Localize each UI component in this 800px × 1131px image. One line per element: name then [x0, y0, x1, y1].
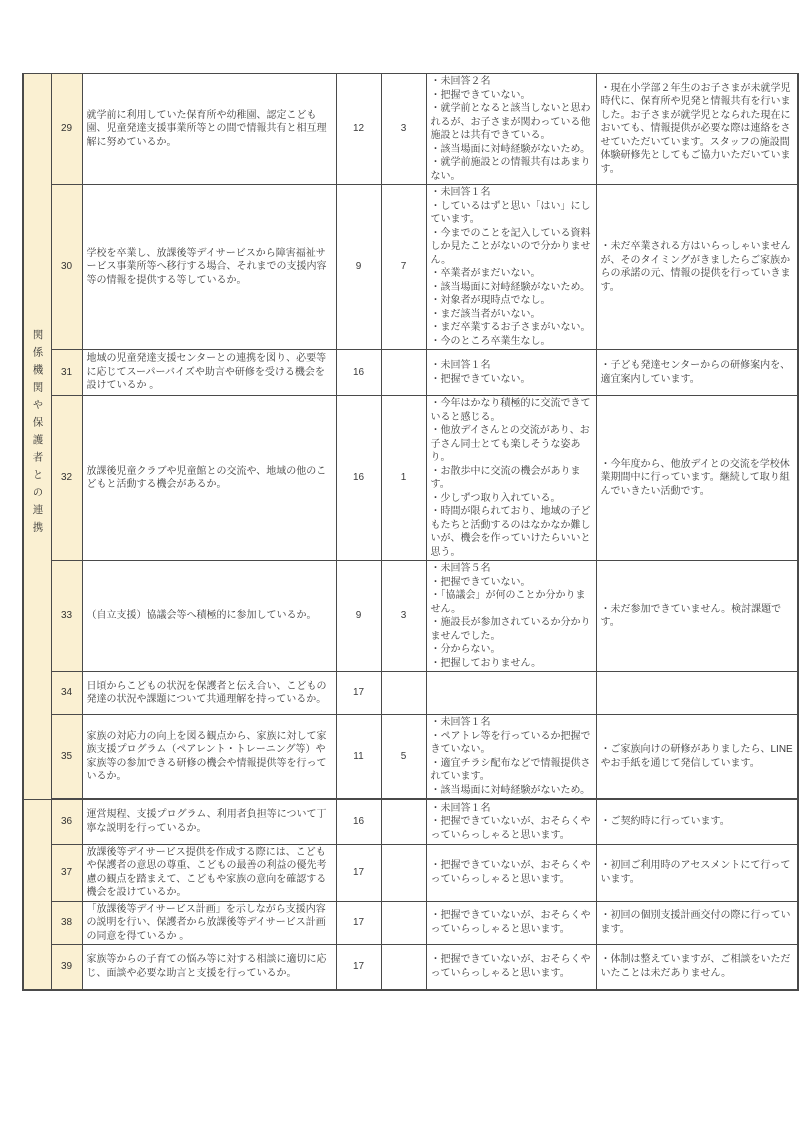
comment-line: ・まだ該当者がいない。: [430, 308, 541, 320]
yes-count: 16: [336, 396, 381, 561]
response-cell: [596, 844, 798, 901]
table-row: [23, 350, 798, 396]
response-text: ・未だ参加できていません。検討課題です。: [600, 603, 782, 628]
no-count: [381, 350, 426, 396]
comment-line: ・把握できていないが、おそらくやっていらっしゃると思います。: [430, 910, 591, 935]
table-row: [23, 945, 798, 990]
response-text: ・子ども発達センターからの研修案内を、適宜案内しています。: [600, 360, 791, 385]
row-number: 30: [51, 185, 82, 350]
evaluation-sheet: [22, 73, 797, 991]
comment-line: ・まだ卒業するお子さまがいない。: [430, 322, 591, 333]
comment-line: ・「協議会」が何のことか分かりません。: [430, 590, 586, 615]
response-text: ・未だ卒業される方はいらっしゃいませんが、そのタイミングがきましたらご家族からの承諾の元、情報の提供を行っていきます。: [600, 241, 791, 293]
question-text: 放課後等デイサービス提供を作成する際には、こどもや保護者の意思の尊重、こどもの最善の利益の優先考慮の観点を踏まえて、こどもや家族の意向を確認する機会を設けているか。: [86, 846, 327, 898]
no-count: 5: [381, 715, 426, 800]
comment-line: ・時間が限られており、地域の子どもたちと活動するのはなかなか難しいが、機会を作っていけたらいいと思う。: [430, 506, 591, 558]
no-count: [381, 945, 426, 990]
table-row: [23, 561, 798, 672]
no-count: 1: [381, 396, 426, 561]
comment-line: ・把握できていない。: [430, 89, 531, 101]
comment-line: ・未回答２名: [430, 76, 491, 87]
no-count: [381, 844, 426, 901]
comment-line: ・把握できていないが、おそらくやっていらっしゃると思います。: [430, 860, 591, 885]
no-count: 3: [381, 561, 426, 672]
category-cell: [23, 799, 51, 990]
comments-cell: [426, 185, 596, 350]
comment-line: ・他放デイさんとの交流があり、お子さん同士とても楽しそうな姿あり。: [430, 425, 590, 463]
yes-count: 16: [336, 350, 381, 396]
comment-line: ・卒業者がまだいない。: [430, 268, 541, 279]
question-cell: [82, 945, 336, 990]
row-number: 35: [51, 715, 82, 800]
comments-cell: [426, 715, 596, 800]
question-text: 家族の対応力の向上を図る観点から、家族に対して家族支援プログラム（ペアレント・トレーニング等）や家族等の参加できる研修の機会や情報提供等を行っているか。: [86, 730, 327, 782]
response-cell: [596, 396, 798, 561]
comment-line: ・把握できていないが、おそらくやっていらっしゃると思います。: [430, 816, 591, 841]
question-text: 家族等からの子育ての悩み等に対する相談に適切に応じ、面談や必要な助言と支援を行っているか。: [86, 954, 327, 979]
response-text: ・初回の個別支援計画交付の際に行っています。: [600, 910, 791, 935]
comment-line: ・未回答１名: [430, 717, 491, 728]
comments-cell: [426, 844, 596, 901]
comment-line: ・把握しておりません。: [430, 657, 542, 669]
comment-line: ・未回答１名: [430, 187, 491, 198]
response-cell: [596, 715, 798, 800]
response-cell: [596, 901, 798, 945]
question-cell: [82, 901, 336, 945]
comments-cell: [426, 350, 596, 396]
comment-line: ・しているはずと思い「はい」にしています。: [430, 200, 591, 225]
comments-cell: [426, 74, 596, 185]
comment-line: ・把握できていない。: [430, 373, 531, 385]
comment-line: ・今年はかなり積極的に交流できていると感じる。: [430, 398, 591, 423]
question-cell: [82, 396, 336, 561]
no-count: [381, 901, 426, 945]
question-text: 日頃からこどもの状況を保護者と伝え合い、こどもの発達の状況や課題について共通理解を持っているか。: [86, 680, 327, 705]
table-row: [23, 185, 798, 350]
response-text: ・現在小学部２年生のお子さまが未就学児時代に、保育所や児発と情報共有を行いました。お子さまが就学児となられた現在においても、情報提供が必要な際は連絡をさせていただいています。スタッフの施設間体験研修先としてもご協力いただいています。: [600, 82, 791, 175]
no-count: 7: [381, 185, 426, 350]
yes-count: 12: [336, 74, 381, 185]
row-number: 33: [51, 561, 82, 672]
response-cell: [596, 350, 798, 396]
comments-cell: [426, 672, 596, 715]
comment-line: ・就学前施設との情報共有はあまりない。: [430, 157, 591, 182]
comment-line: ・把握できていないが、おそらくやっていらっしゃると思います。: [430, 954, 591, 979]
comment-line: ・該当場面に対峙経験がないため。: [430, 784, 591, 796]
response-text: ・体制は整えていますが、ご相談をいただいたことは未だありません。: [600, 954, 791, 979]
comment-line: ・就学前となると該当しないと思われるが、お子さまが関わっている他施設とは共有できている。: [430, 103, 591, 141]
row-number: 38: [51, 901, 82, 945]
table-row: [23, 74, 798, 185]
table-row: [23, 799, 798, 844]
no-count: [381, 672, 426, 715]
comments-cell: [426, 901, 596, 945]
comment-line: ・該当場面に対峙経験がないため。: [430, 143, 591, 155]
response-cell: [596, 561, 798, 672]
comment-line: ・該当場面に対峙経験がないため。: [430, 281, 591, 293]
comments-cell: [426, 561, 596, 672]
row-number: 32: [51, 396, 82, 561]
row-number: 34: [51, 672, 82, 715]
category-cell: [23, 74, 51, 800]
question-cell: [82, 715, 336, 800]
row-number: 37: [51, 844, 82, 901]
question-cell: [82, 185, 336, 350]
category-label: 関係機関や保護者との連携: [31, 329, 44, 539]
comment-line: ・未回答５名: [430, 563, 491, 574]
question-text: 地域の児童発達支援センターとの連携を図り、必要等に応じてスーパーバイズや助言や研修を受ける機会を設けているか 。: [86, 353, 327, 392]
table-row: [23, 715, 798, 800]
row-number: 36: [51, 799, 82, 844]
comment-line: ・把握できていない。: [430, 576, 531, 588]
row-number: 39: [51, 945, 82, 990]
question-text: 「放課後等デイサービス計画」を示しながら支援内容の説明を行い、保護者から放課後等デイサービス計画の同意を得ているか 。: [86, 903, 326, 942]
question-cell: [82, 799, 336, 844]
question-cell: [82, 74, 336, 185]
response-text: ・今年度から、他放デイとの交流を学校休業期間中に行っています。継続して取り組んでいきたい活動です。: [600, 458, 790, 497]
yes-count: 17: [336, 672, 381, 715]
yes-count: 17: [336, 945, 381, 990]
comment-line: ・ペアトレ等を行っているか把握できていない。: [430, 730, 591, 755]
question-text: 運営規程、支援プログラム、利用者負担等について丁寧な説明を行っているか。: [86, 809, 327, 834]
question-cell: [82, 350, 336, 396]
evaluation-table: [22, 73, 799, 991]
question-text: （自立支援）協議会等へ積極的に参加しているか。: [86, 610, 317, 622]
yes-count: 9: [336, 185, 381, 350]
response-cell: [596, 185, 798, 350]
table-row: [23, 844, 798, 901]
question-cell: [82, 844, 336, 901]
yes-count: 11: [336, 715, 381, 800]
comment-line: ・対象者が現時点でなし。: [430, 295, 551, 306]
comments-cell: [426, 396, 596, 561]
question-text: 学校を卒業し、放課後等デイサービスから障害福祉サービス事業所等へ移行する場合、それまでの支援内容等の情報を提供する等しているか。: [86, 247, 327, 286]
table-row: [23, 901, 798, 945]
comment-line: ・施設長が参加されているか分かりませんでした。: [430, 617, 591, 642]
yes-count: 16: [336, 799, 381, 844]
yes-count: 17: [336, 844, 381, 901]
response-cell: [596, 672, 798, 715]
no-count: 3: [381, 74, 426, 185]
comments-cell: [426, 799, 596, 844]
comment-line: ・少しずつ取り入れている。: [430, 492, 561, 504]
yes-count: 9: [336, 561, 381, 672]
question-cell: [82, 672, 336, 715]
table-row: [23, 672, 798, 715]
comment-line: ・今までのことを記入している資料しか見たことがないので分かりません。: [430, 227, 591, 266]
comment-line: ・分からない。: [430, 644, 501, 655]
question-text: 放課後児童クラブや児童館との交流や、地域の他のこどもと活動する機会があるか。: [86, 465, 327, 490]
comment-line: ・未回答１名: [430, 360, 491, 371]
response-text: ・初回ご利用時のアセスメントにて行っています。: [600, 860, 791, 885]
response-text: ・ご家族向けの研修がありましたら、LINEやお手紙を通じて発信しています。: [600, 744, 793, 769]
table-row: [23, 396, 798, 561]
row-number: 29: [51, 74, 82, 185]
row-number: 31: [51, 350, 82, 396]
yes-count: 17: [336, 901, 381, 945]
question-cell: [82, 561, 336, 672]
response-cell: [596, 799, 798, 844]
comment-line: ・未回答１名: [430, 802, 491, 814]
response-cell: [596, 945, 798, 990]
comment-line: ・今のところ卒業生なし。: [430, 335, 551, 347]
no-count: [381, 799, 426, 844]
comment-line: ・お散歩中に交流の機会があります。: [430, 465, 581, 490]
response-cell: [596, 74, 798, 185]
response-text: ・ご契約時に行っています。: [600, 816, 730, 827]
comment-line: ・適宜チラシ配布などで情報提供されています。: [430, 757, 591, 782]
question-text: 就学前に利用していた保育所や幼稚園、認定こども園、児童発達支援事業所等との間で情報共有と相互理解に努めているか。: [86, 109, 327, 148]
comments-cell: [426, 945, 596, 990]
